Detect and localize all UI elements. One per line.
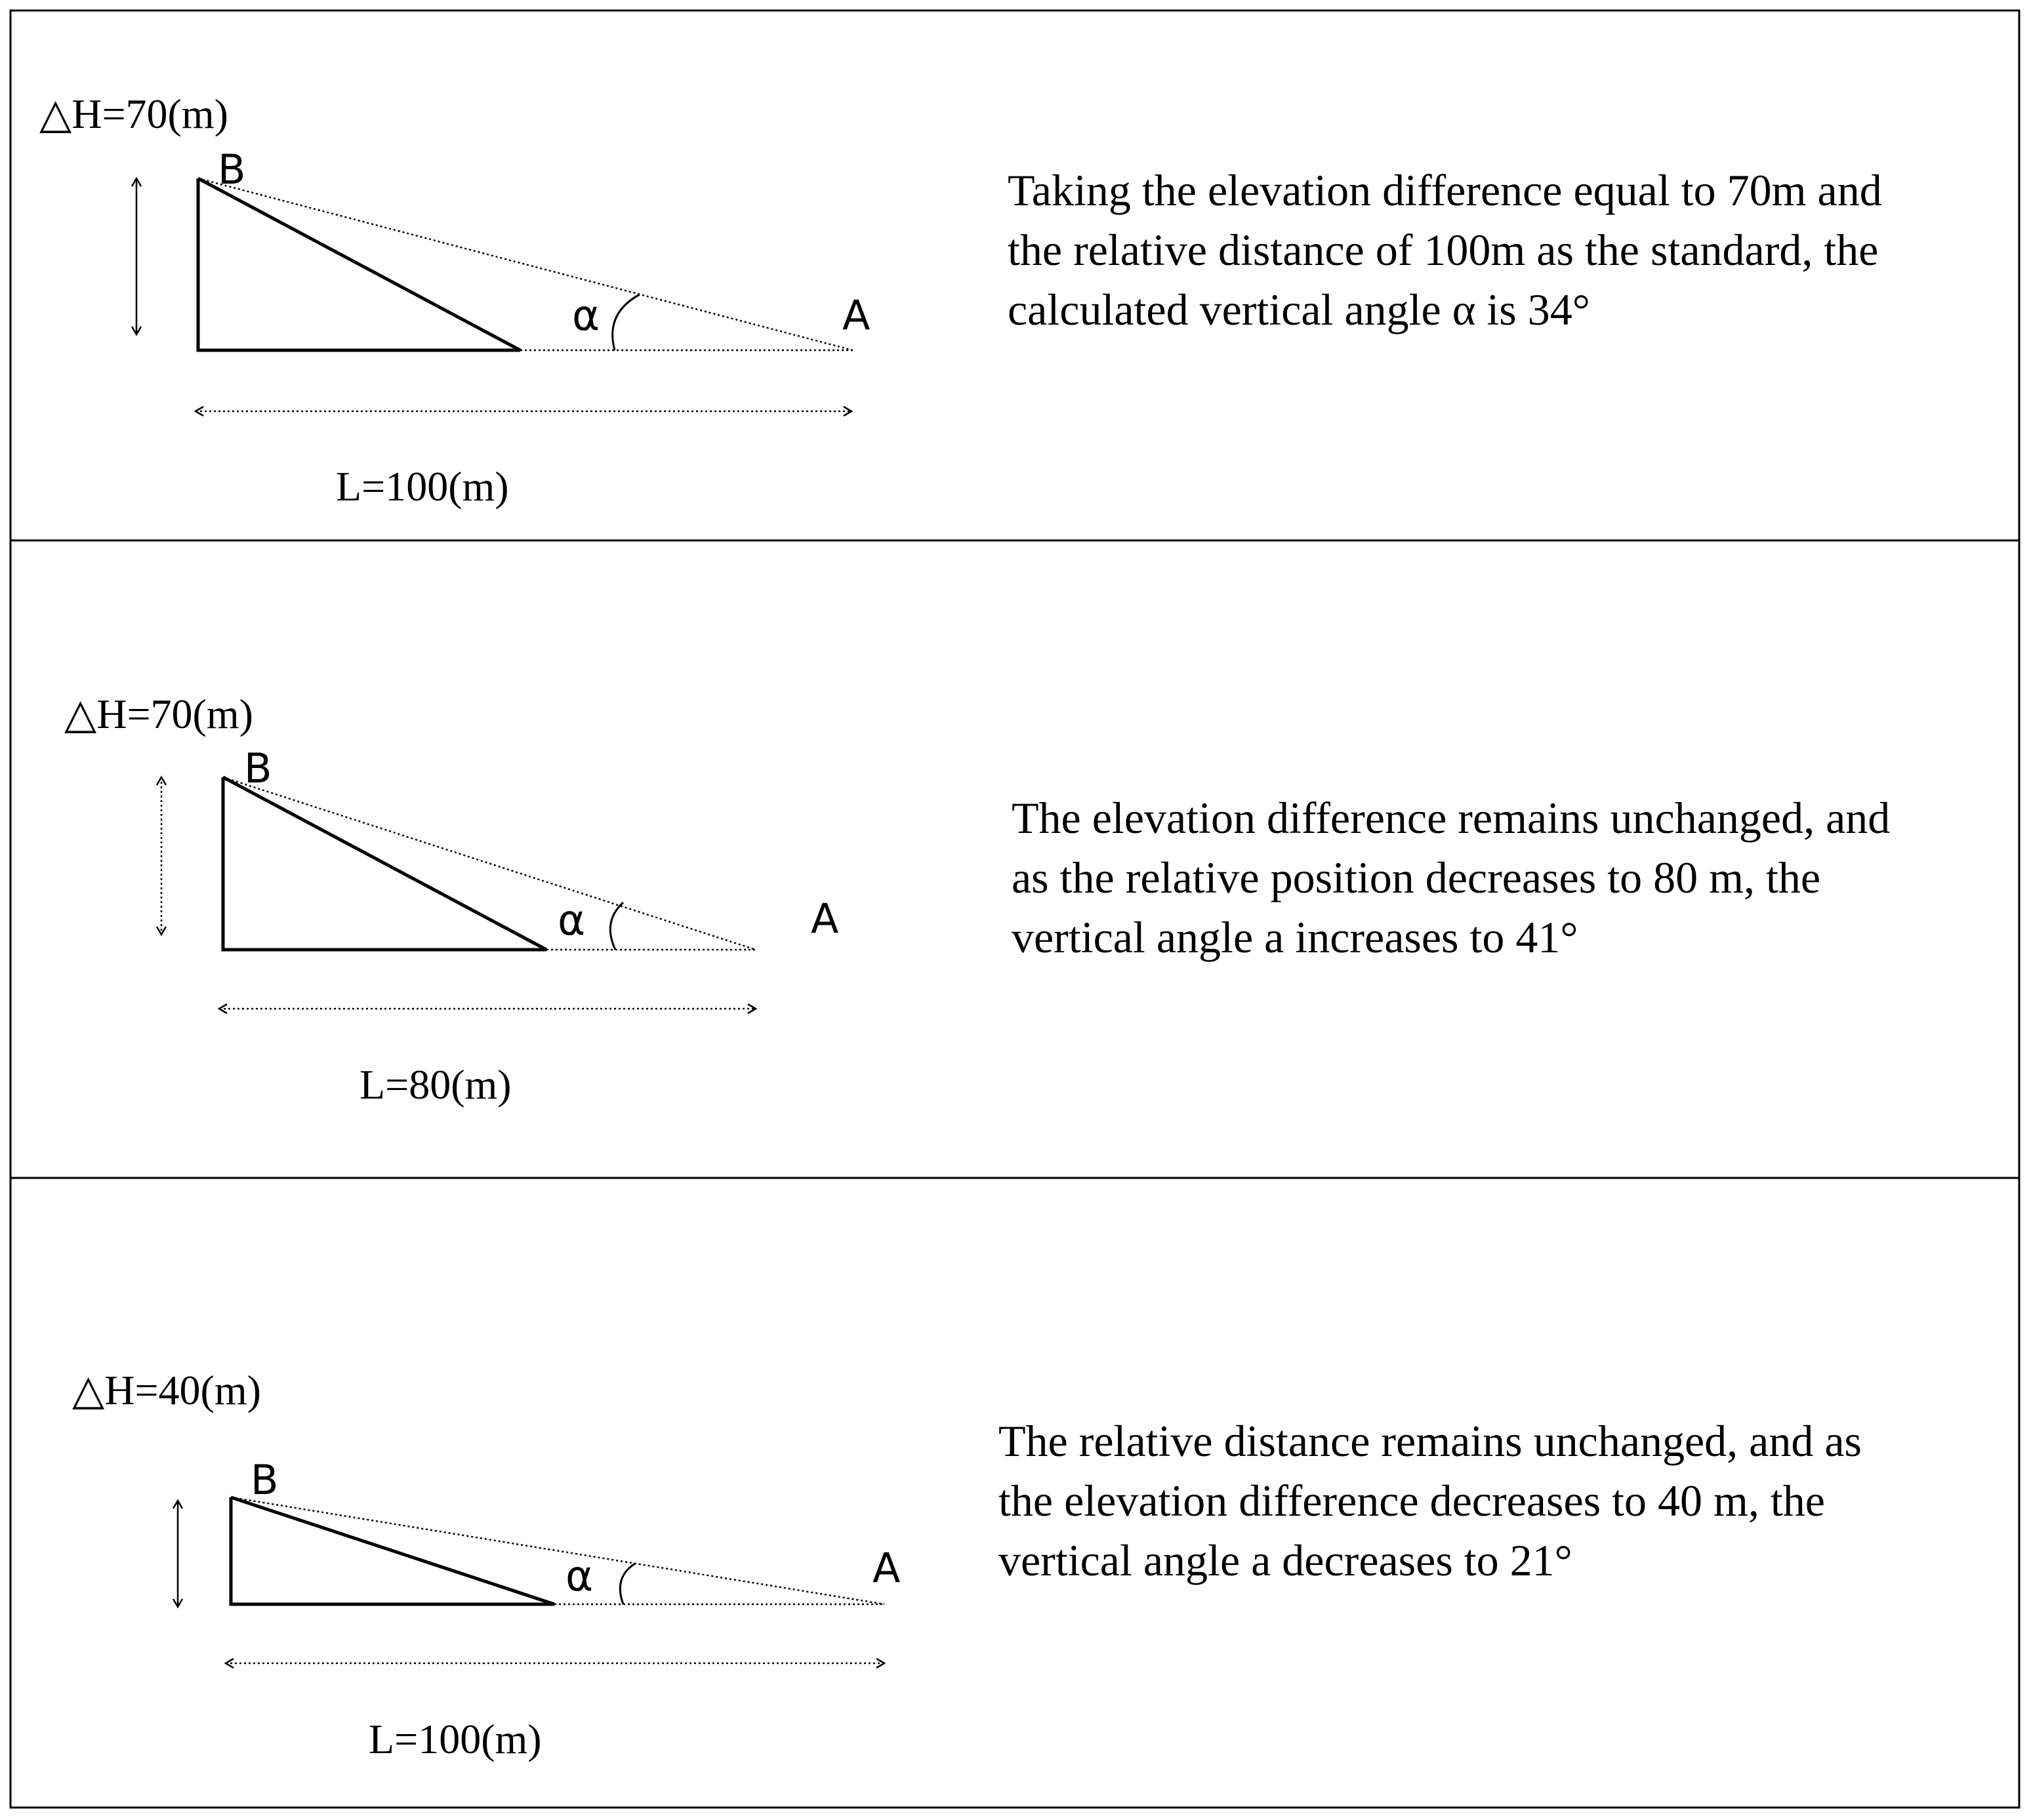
panel-2 (64, 691, 1901, 1108)
point-a-label: A (872, 1544, 901, 1592)
panel-description (998, 1416, 1873, 1585)
angle-symbol: α (558, 897, 586, 945)
slope-triangle (231, 1497, 554, 1604)
distance-label: L=100(m) (336, 463, 509, 510)
height-label: △H=70(m) (64, 691, 253, 737)
point-a-label: A (811, 895, 839, 942)
angle-arc (610, 902, 623, 950)
description-line: as the relative position decreases to 80 m, the (1012, 853, 1821, 902)
slope-triangle (198, 178, 520, 350)
description-line: the relative distance of 100m as the standard, the (1008, 225, 1879, 275)
description-line: Taking the elevation difference equal to 70m and (1008, 165, 1882, 215)
point-b-label: B (244, 744, 272, 792)
distance-label: L=100(m) (369, 1716, 542, 1762)
slope-triangle (223, 777, 546, 950)
description-line: the elevation difference decreases to 40 m, the (998, 1476, 1825, 1526)
distance-label: L=80(m) (359, 1061, 512, 1108)
panel-description (1008, 165, 1893, 334)
description-line: vertical angle a decreases to 21° (998, 1535, 1572, 1585)
point-b-label: B (251, 1456, 279, 1504)
description-line: calculated vertical angle α is 34° (1008, 285, 1590, 334)
description-line: The elevation difference remains unchanged, and (1012, 793, 1891, 843)
description-line: vertical angle a increases to 41° (1012, 912, 1578, 962)
description-line: The relative distance remains unchanged, and as (998, 1416, 1862, 1466)
panel-description (1012, 793, 1901, 962)
angle-symbol: α (565, 1552, 594, 1601)
angle-symbol: α (572, 292, 600, 340)
sight-line (198, 178, 853, 350)
angle-arc (620, 1564, 635, 1604)
point-a-label: A (842, 291, 871, 339)
sight-line (231, 1497, 884, 1604)
angle-arc (613, 294, 640, 350)
point-b-label: B (218, 146, 246, 193)
height-label: △H=70(m) (39, 91, 228, 137)
panel-3 (72, 1367, 1873, 1762)
sight-line (223, 777, 756, 950)
panel-1 (39, 91, 1893, 510)
height-label: △H=40(m) (72, 1367, 261, 1413)
